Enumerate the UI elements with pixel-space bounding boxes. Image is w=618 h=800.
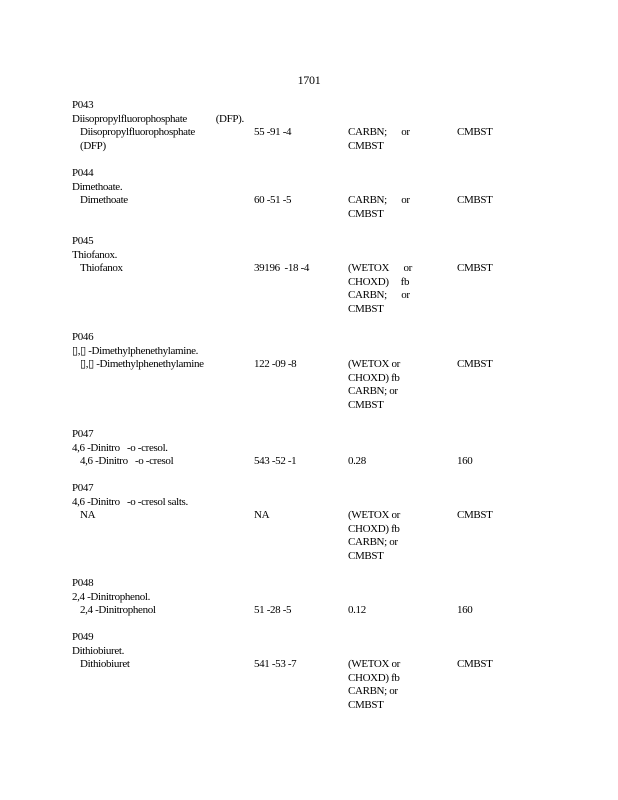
cas-number: 60 -51 -5 (254, 194, 292, 207)
waste-code: P047 (72, 482, 94, 494)
constituent-row (72, 604, 552, 618)
waste-code: P046 (72, 331, 94, 343)
wastewater-standard-continued: CMBST (348, 207, 384, 220)
waste-code: P043 (72, 99, 94, 111)
cas-number: 541 -53 -7 (254, 658, 297, 671)
constituent-name: 4,6 -Dinitro -o -cresol (80, 455, 174, 468)
waste-code: P044 (72, 167, 94, 179)
nonwastewater-standard: CMBST (457, 262, 493, 275)
constituent-row (72, 509, 552, 523)
wastewater-standard: 0.12 (348, 604, 366, 617)
constituent-row (72, 126, 552, 140)
wastewater-standard: CARBN; or (348, 194, 410, 207)
wastewater-standard-continued: CMBST (348, 302, 384, 315)
cas-number: 39196 -18 -4 (254, 262, 310, 275)
constituent-row (72, 455, 552, 469)
waste-entry-p046 (72, 331, 552, 413)
constituent-row-continued (72, 699, 552, 713)
constituent-row-continued (72, 289, 552, 303)
waste-entry-p047-cresol (72, 428, 552, 469)
waste-entry-p047-salts (72, 482, 552, 564)
wastewater-standard-continued: CMBST (348, 549, 384, 562)
waste-entry-p044 (72, 167, 552, 221)
wastewater-standard-continued: CHOXD) fb (348, 671, 400, 684)
nonwastewater-standard: CMBST (457, 658, 493, 671)
constituent-name: NA (80, 509, 96, 522)
wastewater-standard-continued: CARBN; or (348, 536, 398, 549)
cas-number: 51 -28 -5 (254, 604, 292, 617)
constituent-row-continued (72, 208, 552, 222)
constituent-row-continued (72, 372, 552, 386)
nonwastewater-standard: CMBST (457, 126, 493, 139)
waste-code: P049 (72, 631, 94, 643)
entry-title: Dimethoate. (72, 180, 123, 193)
wastewater-standard-continued: CARBN; or (348, 385, 398, 398)
entry-title: 4,6 -Dinitro -o -cresol. (72, 441, 168, 454)
waste-code: P048 (72, 577, 94, 589)
constituent-name: Dithiobiuret (80, 658, 130, 671)
nonwastewater-standard: 160 (457, 455, 473, 468)
constituent-name: Dimethoate (80, 194, 128, 207)
constituent-row (72, 262, 552, 276)
constituent-row-continued (72, 550, 552, 564)
constituent-row (72, 358, 552, 372)
cas-number: 122 -09 -8 (254, 358, 297, 371)
entry-title: Thiofanox. (72, 248, 118, 261)
wastewater-standard-continued: CARBN; or (348, 289, 410, 302)
constituent-row-continued (72, 385, 552, 399)
cas-number: NA (254, 509, 270, 522)
constituent-row-continued (72, 672, 552, 686)
wastewater-standard-continued: CMBST (348, 698, 384, 711)
wastewater-standard-continued: CHOXD) fb (348, 275, 410, 288)
constituent-row-continued (72, 140, 552, 154)
wastewater-standard: CARBN; or (348, 126, 410, 139)
constituent-name: ▯,▯ -Dimethylphenethylamine (80, 358, 204, 371)
waste-code: P047 (72, 428, 94, 440)
constituent-name: Diisopropylfluorophosphate (80, 126, 195, 139)
page-number: 1701 (297, 73, 321, 87)
wastewater-standard-continued: CHOXD) fb (348, 522, 400, 535)
cas-number: 55 -91 -4 (254, 126, 292, 139)
waste-entry-p043 (72, 99, 552, 153)
entry-title: 2,4 -Dinitrophenol. (72, 590, 150, 603)
waste-entry-p045 (72, 235, 552, 317)
entry-title: Diisopropylfluorophosphate (DFP). (72, 112, 244, 125)
waste-code: P045 (72, 235, 94, 247)
constituent-row-continued (72, 303, 552, 317)
wastewater-standard-continued: CMBST (348, 398, 384, 411)
cas-number: 543 -52 -1 (254, 455, 297, 468)
wastewater-standard-continued: CHOXD) fb (348, 371, 400, 384)
wastewater-standard: (WETOX or (348, 509, 400, 522)
constituent-row-continued (72, 685, 552, 699)
constituent-row-continued (72, 523, 552, 537)
entry-title: ▯,▯ -Dimethylphenethylamine. (72, 344, 199, 357)
waste-entry-p049 (72, 631, 552, 713)
constituent-row-continued (72, 276, 552, 290)
wastewater-standard: (WETOX or (348, 262, 412, 275)
constituent-row (72, 194, 552, 208)
constituent-row (72, 658, 552, 672)
entry-title: 4,6 -Dinitro -o -cresol salts. (72, 495, 188, 508)
wastewater-standard-continued: CMBST (348, 139, 384, 152)
waste-entry-p048 (72, 577, 552, 618)
constituent-name: 2,4 -Dinitrophenol (80, 604, 156, 617)
nonwastewater-standard: CMBST (457, 509, 493, 522)
nonwastewater-standard: 160 (457, 604, 473, 617)
constituent-name: Thiofanox (80, 262, 123, 275)
constituent-row-continued (72, 399, 552, 413)
wastewater-standard-continued: CARBN; or (348, 685, 398, 698)
wastewater-standard: (WETOX or (348, 358, 400, 371)
wastewater-standard: (WETOX or (348, 658, 400, 671)
nonwastewater-standard: CMBST (457, 194, 493, 207)
wastewater-standard: 0.28 (348, 455, 366, 468)
constituent-name-continued: (DFP) (80, 139, 106, 152)
constituent-row-continued (72, 536, 552, 550)
entry-title: Dithiobiuret. (72, 644, 124, 657)
nonwastewater-standard: CMBST (457, 358, 493, 371)
